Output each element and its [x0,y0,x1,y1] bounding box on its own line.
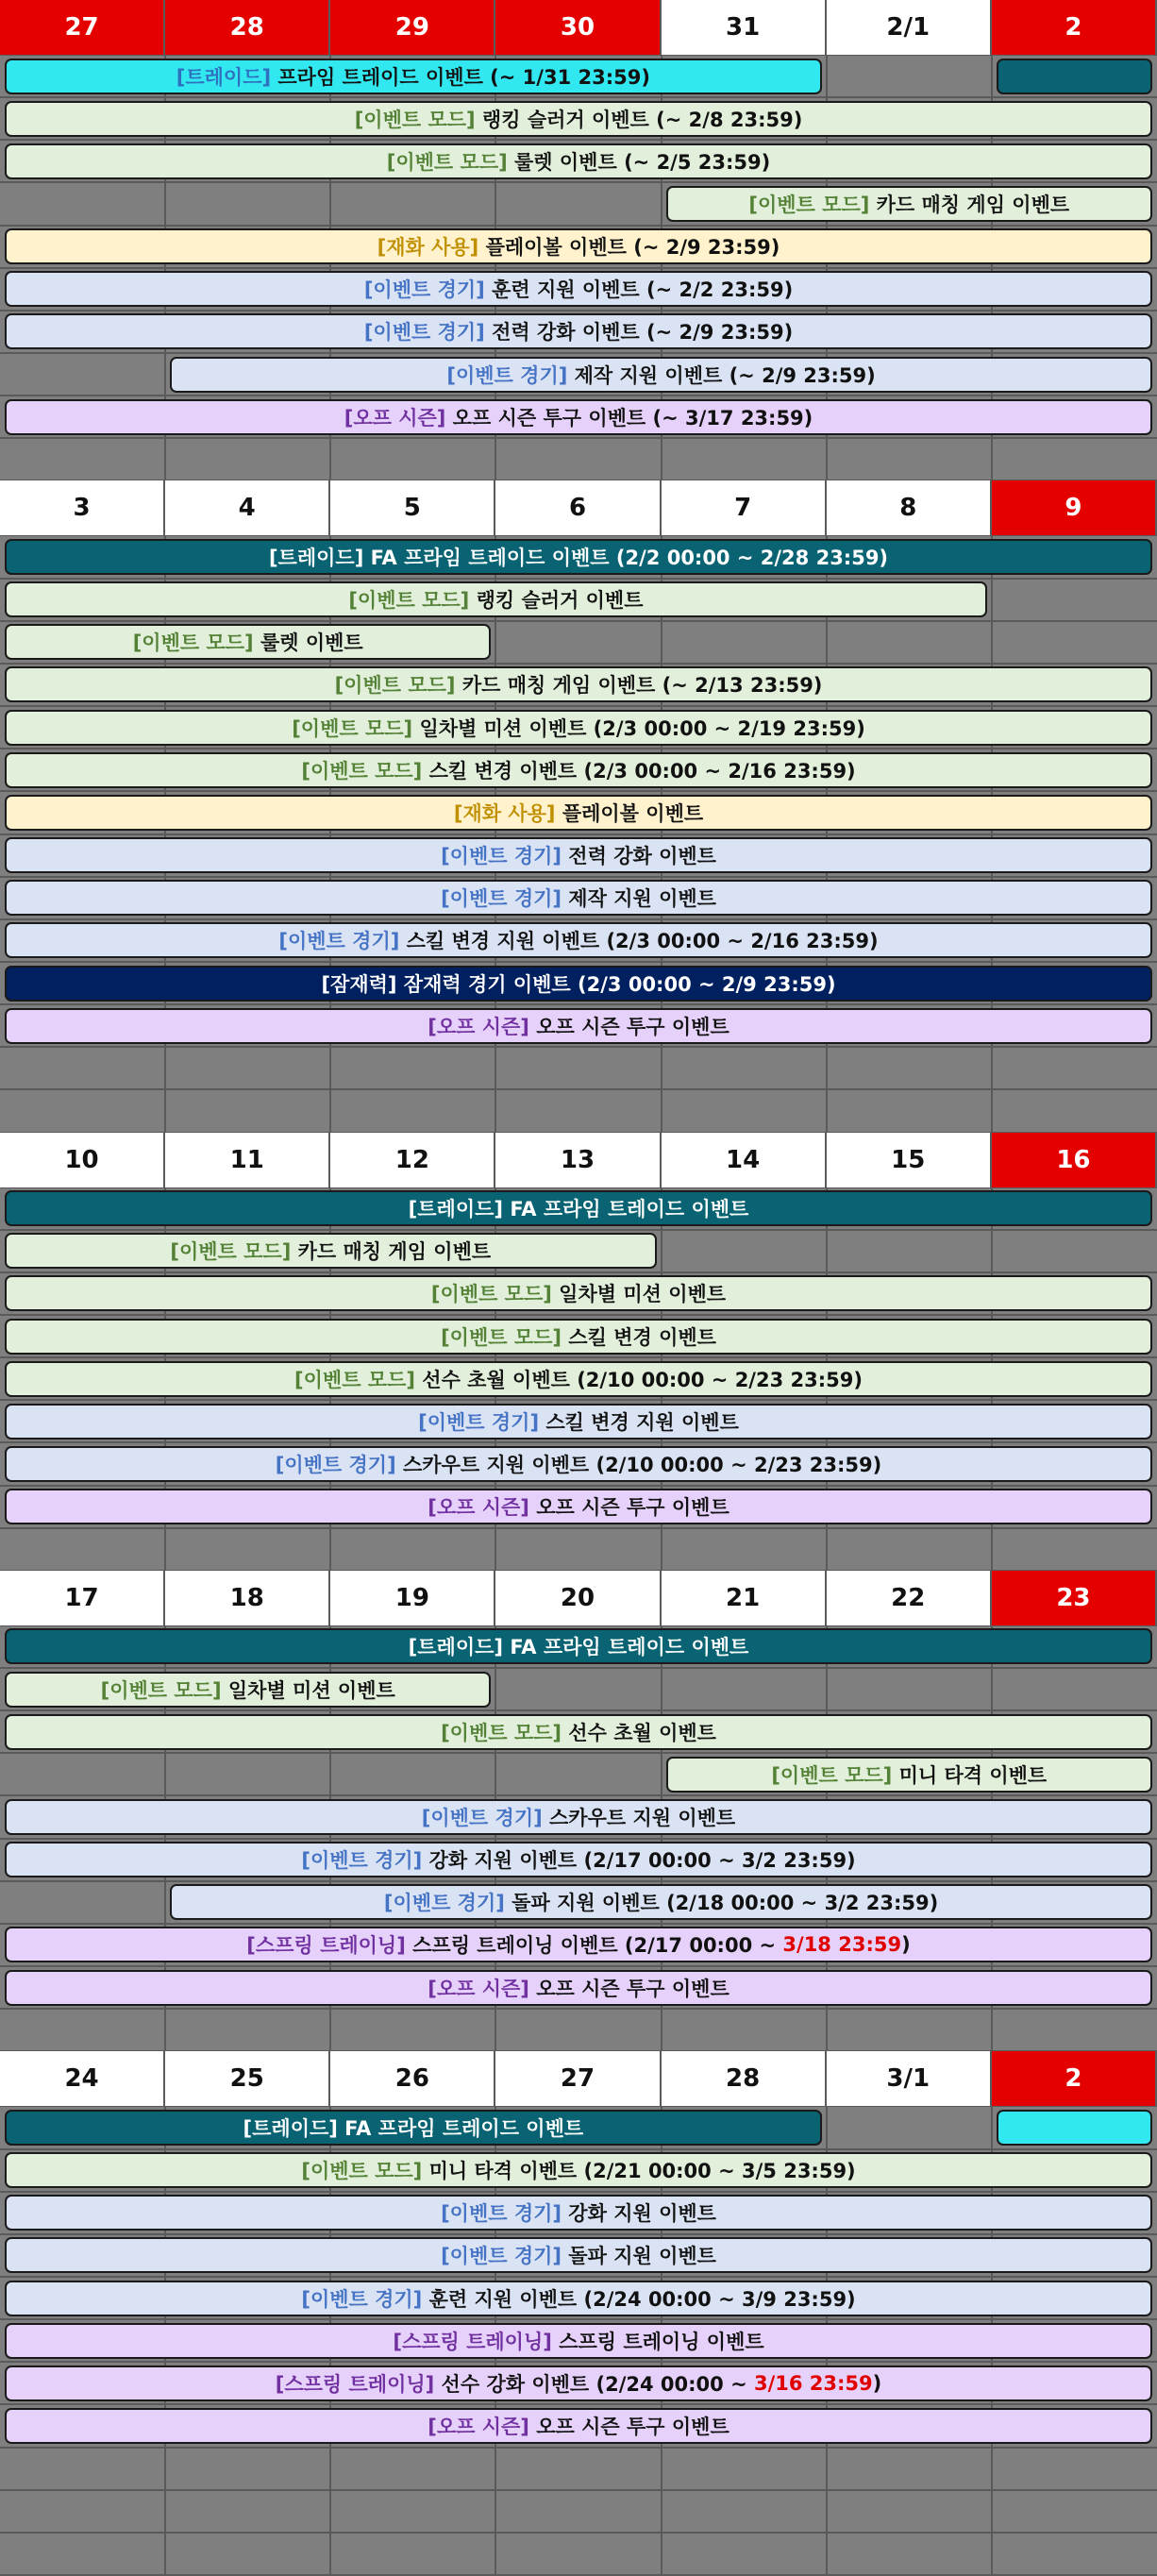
grid-row-line [0,1527,1157,1529]
event-category-tag: [잠재력] [321,972,397,996]
grid-row-line [0,2148,1157,2150]
grid-row-line [0,225,1157,227]
event-title: 오프 시즌 투구 이벤트 [528,2415,729,2438]
event-title-suffix: ) [901,1933,911,1957]
event-category-tag: [이벤트 모드] [292,716,413,740]
event-category-tag: [스프링 트레이닝] [393,2330,552,2353]
event-bar[interactable] [5,399,1152,435]
day-header: 2 [992,0,1157,55]
grid-row-line [0,578,1157,580]
grid-row-line [0,961,1157,963]
day-header: 19 [330,1571,495,1625]
event-bar[interactable] [5,1970,1152,2006]
event-title: 돌파 지원 이벤트 [562,2245,716,2268]
day-header: 31 [662,0,827,55]
event-category-tag: [이벤트 모드] [301,759,423,783]
day-header: 2 [992,2051,1157,2106]
event-category-tag: [트레이드] [243,2116,338,2140]
grid-row-line [0,1046,1157,1048]
event-bar[interactable] [997,2110,1152,2146]
grid-row-line [0,1880,1157,1882]
day-header: 29 [330,0,495,55]
event-bar[interactable] [5,795,1152,831]
event-title: FA 프라임 트레이드 이벤트 [503,1636,749,1659]
grid-row-line [0,1003,1157,1005]
grid-row-line [0,181,1157,183]
day-header: 3 [0,480,165,535]
event-bar[interactable] [5,539,1152,575]
event-bar[interactable] [5,2281,1152,2316]
grid-row-line [0,1709,1157,1711]
event-title: 강화 지원 이벤트 [562,2202,716,2226]
day-header: 4 [165,480,330,535]
day-header: 27 [0,0,165,55]
event-title: 잠재력 경기 이벤트 (2/3 00:00 ~ 2/9 23:59) [396,972,836,996]
event-title: 룰렛 이벤트 [253,631,363,655]
grid-row-line [0,352,1157,354]
event-category-tag: [이벤트 모드] [386,150,508,174]
grid-row-line [0,2191,1157,2193]
event-bar[interactable] [5,2110,822,2146]
event-bar[interactable] [5,2237,1152,2273]
event-category-tag: [오프 시즌] [428,1496,529,1520]
grid-row-line [0,437,1157,439]
event-bar[interactable] [5,143,1152,179]
day-header: 2/1 [827,0,992,55]
grid-row-line [0,705,1157,707]
event-category-tag: [이벤트 경기] [441,2202,562,2226]
event-category-tag: [이벤트 경기] [301,2287,423,2311]
event-bar[interactable] [5,1927,1152,1962]
event-title: 일차별 미션 이벤트 [221,1678,395,1702]
event-title: 오프 시즌 투구 이벤트 [528,1496,729,1520]
event-category-tag: [트레이드] [408,1636,504,1659]
grid-row-line [0,1794,1157,1796]
week-feb24 [0,2051,1157,2575]
grid-row-line [0,1923,1157,1925]
day-header: 25 [165,2051,330,2106]
grid-row-line [0,1485,1157,1487]
event-bar[interactable] [5,1714,1152,1750]
day-header: 15 [827,1133,992,1187]
event-bar[interactable] [5,1842,1152,1877]
grid-row-line [0,2233,1157,2235]
event-bar[interactable] [170,357,1152,393]
grid-row-line [0,395,1157,396]
grid-row-line [0,1752,1157,1754]
grid-row-line [0,1965,1157,1967]
event-bar[interactable] [5,2152,1152,2188]
day-header: 3/1 [827,2051,992,2106]
day-header: 10 [0,1133,165,1187]
event-title: 강화 지원 이벤트 (2/17 00:00 ~ 3/2 23:59) [422,1849,856,1873]
event-title: 미니 타격 이벤트 (2/21 00:00 ~ 3/5 23:59) [422,2160,856,2183]
day-header: 14 [662,1133,827,1187]
grid-row-line [0,2318,1157,2320]
grid-row-line [0,833,1157,835]
event-category-tag: [스프링 트레이닝] [275,2372,435,2396]
day-header: 12 [330,1133,495,1187]
event-bar[interactable] [5,880,1152,916]
grid-row-line [0,1441,1157,1443]
day-header: 21 [662,1571,827,1625]
event-title: 제작 지원 이벤트 [562,887,716,911]
event-category-tag: [트레이드] [176,65,272,89]
event-bar[interactable] [5,1361,1152,1397]
day-header: 30 [495,0,661,55]
event-bar[interactable] [5,1275,1152,1311]
day-header: 24 [0,2051,165,2106]
event-bar[interactable] [5,624,491,660]
event-category-tag: [오프 시즌] [344,406,446,429]
event-bar[interactable] [170,1884,1152,1920]
event-bar[interactable] [5,1628,1152,1664]
grid-row-line [0,1229,1157,1231]
grid-row-line [0,1667,1157,1669]
grid-row-line [0,2447,1157,2449]
event-category-tag: [이벤트 모드] [294,1368,415,1391]
event-category-tag: [이벤트 경기] [363,278,485,302]
event-category-tag: [오프 시즌] [428,2415,529,2438]
event-bar[interactable] [5,581,987,617]
event-category-tag: [이벤트 모드] [748,194,870,217]
grid-row-line [0,1271,1157,1273]
event-title: 스킬 변경 이벤트 (2/3 00:00 ~ 2/16 23:59) [422,759,856,783]
event-category-tag: [이벤트 경기] [441,2245,562,2268]
event-bar[interactable] [5,752,1152,788]
event-end-date-highlight: 3/16 23:59 [753,2371,873,2395]
event-bar[interactable] [5,2408,1152,2444]
event-category-tag: [재화 사용] [453,801,556,825]
grid-row-line [0,2403,1157,2405]
grid-row-line [0,790,1157,792]
grid-row-line [0,2276,1157,2278]
event-bar[interactable] [5,710,1152,746]
event-category-tag: [트레이드] [408,1198,504,1221]
week-feb3 [0,480,1157,1132]
event-title: 랭킹 슬러거 이벤트 (~ 2/8 23:59) [475,108,803,131]
grid-row-line [0,918,1157,920]
event-bar[interactable] [5,101,1152,137]
event-title: 스프링 트레이닝 이벤트 (2/17 00:00 ~ [405,1934,783,1958]
event-title: 오프 시즌 투구 이벤트 [528,1015,729,1038]
event-bar[interactable] [5,1404,1152,1440]
event-bar[interactable] [5,59,822,94]
event-title: 훈련 지원 이벤트 (~ 2/2 23:59) [484,278,794,302]
event-category-tag: [이벤트 경기] [278,930,400,953]
day-header: 27 [495,2051,661,2106]
event-category-tag: [트레이드] [268,547,364,570]
event-title: 일차별 미션 이벤트 (2/3 00:00 ~ 2/19 23:59) [412,716,865,740]
grid-row-line [0,310,1157,311]
event-title: 스킬 변경 지원 이벤트 (2/3 00:00 ~ 2/16 23:59) [399,930,879,953]
grid-row-line [0,267,1157,269]
event-title: 전력 강화 이벤트 [562,845,716,868]
day-header: 11 [165,1133,330,1187]
day-header: 23 [992,1571,1157,1625]
event-bar[interactable] [5,1190,1152,1226]
day-header: 17 [0,1571,165,1625]
event-title: FA 프라임 트레이드 이벤트 (2/2 00:00 ~ 2/28 23:59) [363,547,889,570]
grid-row-line [0,1088,1157,1090]
event-end-date-highlight: 3/18 23:59 [782,1933,902,1957]
week-feb17 [0,1571,1157,2051]
event-category-tag: [이벤트 경기] [418,1410,540,1434]
event-category-tag: [이벤트 경기] [275,1454,396,1476]
day-header: 18 [165,1571,330,1625]
event-category-tag: [오프 시즌] [428,1977,529,2000]
week-feb10 [0,1133,1157,1571]
event-category-tag: [오프 시즌] [428,1015,529,1038]
event-title: 카드 매칭 게임 이벤트 [869,194,1070,217]
event-category-tag: [이벤트 모드] [441,1721,562,1744]
event-bar[interactable] [5,1446,1152,1482]
event-category-tag: [이벤트 경기] [421,1807,543,1830]
grid-row-line [0,1838,1157,1840]
event-category-tag: [이벤트 모드] [348,589,470,613]
event-category-tag: [이벤트 모드] [170,1240,292,1264]
event-category-tag: [이벤트 경기] [441,845,562,868]
event-title: 카드 매칭 게임 이벤트 [291,1240,492,1264]
event-bar[interactable] [5,313,1152,349]
grid-row-line [0,1399,1157,1401]
event-title: 전력 강화 이벤트 (~ 2/9 23:59) [484,321,794,345]
grid-row-line [0,139,1157,141]
event-title: 제작 지원 이벤트 (~ 2/9 23:59) [567,363,876,387]
event-bar[interactable] [5,966,1152,1002]
event-bar[interactable] [5,1233,657,1269]
event-bar[interactable] [5,228,1152,264]
event-bar[interactable] [5,2323,1152,2359]
event-title: 오프 시즌 투구 이벤트 [528,1977,729,2000]
event-title: 선수 초월 이벤트 (2/10 00:00 ~ 2/23 23:59) [414,1368,863,1391]
event-bar[interactable] [666,186,1152,222]
event-bar[interactable] [5,1799,1152,1835]
day-header: 9 [992,480,1157,535]
grid-row-line [0,663,1157,665]
event-bar[interactable] [5,837,1152,873]
event-title: 플레이볼 이벤트 [555,801,704,825]
event-category-tag: [이벤트 경기] [441,887,562,911]
event-title: 스킬 변경 이벤트 [562,1325,716,1349]
event-title-suffix: ) [872,2371,882,2395]
grid-row-line [0,620,1157,622]
event-category-tag: [이벤트 모드] [334,674,456,698]
event-bar[interactable] [5,1319,1152,1355]
event-category-tag: [이벤트 모드] [354,108,476,131]
week-jan27 [0,0,1157,480]
day-header: 22 [827,1571,992,1625]
day-header: 28 [662,2051,827,2106]
event-bar[interactable] [5,271,1152,307]
event-bar[interactable] [5,1489,1152,1524]
event-title: 프라임 트레이드 이벤트 (~ 1/31 23:59) [271,65,650,89]
event-title: 카드 매칭 게임 이벤트 (~ 2/13 23:59) [455,674,823,698]
grid-row-line [0,96,1157,98]
event-title: 스카우트 지원 이벤트 [542,1807,736,1830]
event-bar[interactable] [5,666,1152,702]
event-title: 스카우트 지원 이벤트 (2/10 00:00 ~ 2/23 23:59) [395,1454,882,1476]
event-bar[interactable] [666,1757,1152,1793]
event-title: 일차별 미션 이벤트 [551,1283,727,1306]
event-title: 플레이볼 이벤트 (~ 2/9 23:59) [478,236,780,260]
grid-row-line [0,2008,1157,2010]
event-category-tag: [이벤트 모드] [430,1283,552,1306]
grid-row-line [0,748,1157,749]
grid-row-line [0,2361,1157,2363]
event-title: FA 프라임 트레이드 이벤트 [503,1198,749,1221]
event-title: 스프링 트레이닝 이벤트 [551,2330,764,2353]
event-category-tag: [이벤트 모드] [100,1678,222,1702]
day-header: 7 [662,480,827,535]
event-category-tag: [재화 사용] [377,236,479,260]
event-bar[interactable] [5,1008,1152,1044]
grid-row-line [0,2532,1157,2534]
event-category-tag: [이벤트 경기] [363,321,485,345]
event-bar[interactable] [5,2366,1152,2401]
day-header: 8 [827,480,992,535]
event-title: 선수 초월 이벤트 [562,1721,716,1744]
event-title: 돌파 지원 이벤트 (2/18 00:00 ~ 3/2 23:59) [504,1892,939,1915]
event-bar[interactable] [5,922,1152,958]
event-category-tag: [이벤트 경기] [383,1892,505,1915]
event-title: 스킬 변경 지원 이벤트 [539,1410,739,1434]
day-header: 16 [992,1133,1157,1187]
day-header: 13 [495,1133,661,1187]
event-bar[interactable] [5,1672,491,1708]
day-header: 28 [165,0,330,55]
grid-row-line [0,1356,1157,1358]
event-title: 미니 타격 이벤트 [892,1763,1048,1787]
event-title: FA 프라임 트레이드 이벤트 [337,2116,584,2140]
event-title: 랭킹 슬러거 이벤트 [469,589,644,613]
event-title: 선수 강화 이벤트 (2/24 00:00 ~ [434,2372,754,2396]
day-header: 20 [495,1571,661,1625]
day-header: 6 [495,480,661,535]
event-title: 훈련 지원 이벤트 (2/24 00:00 ~ 3/9 23:59) [422,2287,856,2311]
grid-row-line [0,876,1157,878]
event-category-tag: [이벤트 모드] [301,2160,423,2183]
event-category-tag: [이벤트 모드] [441,1325,562,1349]
grid-row-line [0,1314,1157,1316]
event-category-tag: [이벤트 모드] [771,1763,893,1787]
day-header: 26 [330,2051,495,2106]
day-header: 5 [330,480,495,535]
event-title: 룰렛 이벤트 (~ 2/5 23:59) [507,150,771,174]
grid-row-line [0,2489,1157,2491]
event-bar[interactable] [997,59,1152,94]
event-category-tag: [이벤트 경기] [301,1849,423,1873]
event-bar[interactable] [5,2195,1152,2231]
event-category-tag: [이벤트 경기] [446,363,568,387]
event-category-tag: [스프링 트레이닝] [246,1934,406,1958]
event-category-tag: [이벤트 모드] [132,631,254,655]
event-title: 오프 시즌 투구 이벤트 (~ 3/17 23:59) [445,406,813,429]
